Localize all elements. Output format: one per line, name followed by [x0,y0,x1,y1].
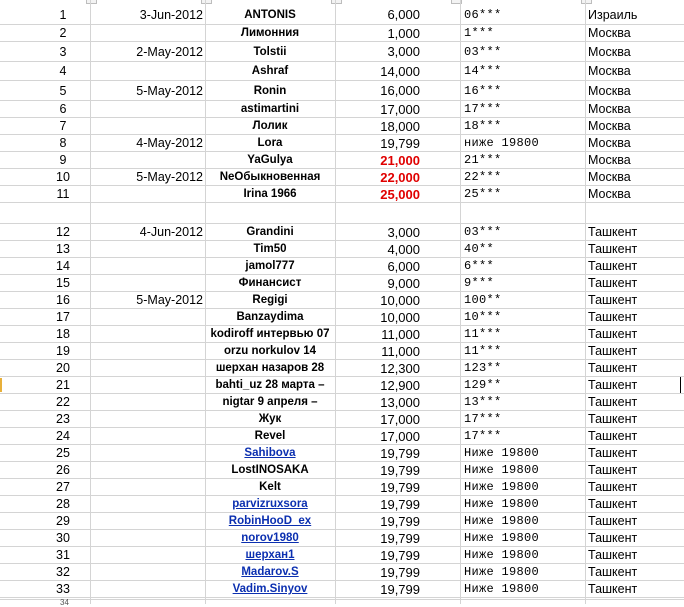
date-cell[interactable]: 3-Jun-2012 [139,7,203,22]
row-number[interactable]: 26 [56,463,70,477]
note-cell[interactable]: ниже 19800 [464,136,540,150]
city-cell[interactable]: Ташкент [588,242,638,256]
table-row[interactable] [0,42,684,62]
table-row[interactable] [0,292,684,309]
name-cell[interactable]: Madarov.S [241,566,299,578]
note-cell[interactable]: 21*** [464,153,502,167]
city-cell[interactable]: Ташкент [588,276,638,290]
amount-cell[interactable]: 11,000 [381,343,420,359]
amount-cell[interactable]: 25,000 [380,186,420,202]
name-cell[interactable]: Irina 1966 [243,188,297,200]
date-cell[interactable] [90,394,205,410]
amount-cell[interactable]: 19,799 [380,462,420,478]
city-cell[interactable]: Ташкент [588,548,638,562]
name-cell[interactable]: Ashraf [251,65,289,77]
note-cell[interactable]: 129** [464,378,502,392]
amount-cell[interactable]: 17,000 [380,101,420,117]
note-cell[interactable]: 13*** [464,395,502,409]
row-number[interactable]: 6 [59,102,67,116]
row-number[interactable]: 19 [56,344,70,358]
date-cell[interactable] [90,513,205,529]
table-row[interactable] [0,343,684,360]
table-row[interactable] [0,241,684,258]
note-cell[interactable]: 9*** [464,276,495,290]
note-cell[interactable]: 06*** [464,7,502,22]
name-cell[interactable]: ANTONIS [244,8,296,21]
note-cell[interactable]: 6*** [464,259,495,273]
filter-button-icon[interactable] [331,0,342,4]
filter-button-icon[interactable] [201,0,212,4]
city-cell[interactable]: Ташкент [588,327,638,341]
note-cell[interactable]: 11*** [464,327,502,341]
amount-cell[interactable]: 19,799 [380,135,420,151]
note-cell[interactable]: 14*** [464,64,502,78]
amount-cell[interactable]: 6,000 [387,7,420,22]
note-cell[interactable]: 17*** [464,412,502,426]
note-cell[interactable]: 03*** [464,225,502,239]
row-number[interactable]: 14 [56,259,70,273]
row-number[interactable]: 1 [59,7,67,22]
name-cell[interactable]: Лолик [252,120,288,132]
date-cell[interactable] [90,564,205,580]
row-number[interactable]: 7 [59,119,67,133]
row-number[interactable]: 22 [56,395,70,409]
name-cell[interactable]: Жук [258,413,282,425]
city-cell[interactable]: Москва [588,153,631,167]
note-cell[interactable]: 16*** [464,83,502,98]
row-number[interactable]: 24 [56,429,70,443]
city-cell[interactable]: Ташкент [588,514,638,528]
city-cell[interactable]: Москва [588,119,631,133]
table-row[interactable] [0,309,684,326]
filter-button-icon[interactable] [86,0,97,4]
row-number: 34 [60,598,69,607]
table-row[interactable] [0,581,684,598]
date-cell[interactable] [90,152,205,168]
row-number[interactable]: 11 [56,187,70,201]
date-cell[interactable] [90,547,205,563]
date-cell[interactable] [90,275,205,291]
row-number[interactable]: 32 [56,565,70,579]
row-number[interactable]: 31 [56,548,70,562]
name-cell[interactable]: kodiroff интервью 07 [210,328,330,340]
row-number[interactable]: 21 [56,378,70,392]
date-cell[interactable] [90,479,205,495]
name-cell[interactable]: шерхан назаров 28 [215,362,325,374]
date-cell[interactable] [90,25,205,41]
date-cell[interactable]: 5-May-2012 [136,83,203,98]
column-header-edge [0,0,684,4]
table-row[interactable] [0,411,684,428]
city-cell[interactable]: Москва [588,136,631,150]
note-cell[interactable]: 11*** [464,344,502,358]
row-number[interactable]: 16 [56,293,70,307]
table-row[interactable] [0,101,684,118]
note-cell[interactable]: 25*** [464,187,502,201]
amount-cell[interactable]: 17,000 [380,428,420,444]
table-row[interactable] [0,25,684,42]
row-number[interactable]: 9 [59,153,67,167]
city-cell[interactable]: Ташкент [588,412,638,426]
city-cell[interactable]: Москва [588,26,631,40]
date-cell[interactable] [90,241,205,257]
city-cell[interactable]: Москва [588,44,631,59]
amount-cell[interactable]: 19,799 [380,581,420,597]
name-cell[interactable]: Tim50 [253,243,287,255]
table-row[interactable] [0,513,684,530]
row-number[interactable]: 5 [59,83,67,98]
table-row[interactable] [0,81,684,101]
city-cell[interactable]: Ташкент [588,259,638,273]
text-cursor [680,377,681,393]
row-number[interactable]: 2 [59,26,67,40]
row-number[interactable]: 33 [56,582,70,596]
name-cell[interactable]: Kelt [259,481,281,493]
city-cell[interactable]: Ташкент [588,463,638,477]
table-row[interactable] [0,275,684,292]
date-cell[interactable] [90,360,205,376]
table-row[interactable] [0,118,684,135]
name-cell[interactable]: шерхан1 [245,549,295,561]
table-row[interactable] [0,152,684,169]
amount-cell[interactable]: 3,000 [387,224,420,240]
date-cell[interactable]: 5-May-2012 [136,170,203,184]
row-number[interactable]: 18 [56,327,70,341]
name-cell[interactable]: NeОбыкновенная [219,171,321,183]
city-cell[interactable]: Ташкент [588,395,638,409]
city-cell[interactable]: Ташкент [588,429,638,443]
date-cell[interactable] [90,343,205,359]
amount-cell[interactable]: 12,300 [380,360,420,376]
city-cell[interactable]: Ташкент [588,378,638,392]
city-cell[interactable]: Ташкент [588,565,638,579]
note-cell[interactable]: 03*** [464,44,502,59]
table-row[interactable] [0,428,684,445]
table-row[interactable] [0,377,684,394]
city-cell[interactable]: Москва [588,64,631,78]
note-cell[interactable]: Ниже 19800 [464,531,540,545]
name-cell[interactable]: norov1980 [241,532,299,544]
city-cell[interactable]: Ташкент [588,446,638,460]
date-cell[interactable] [90,428,205,444]
city-cell[interactable]: Ташкент [588,531,638,545]
amount-cell[interactable]: 3,000 [387,44,420,59]
note-cell[interactable]: 22*** [464,170,502,184]
date-cell[interactable]: 4-May-2012 [136,136,203,150]
amount-cell[interactable]: 19,799 [380,547,420,563]
table-row[interactable] [0,564,684,581]
amount-cell[interactable]: 9,000 [387,275,420,291]
note-cell[interactable]: 17*** [464,429,502,443]
row-number[interactable]: 3 [59,44,67,59]
city-cell[interactable]: Ташкент [588,344,638,358]
date-cell[interactable] [90,377,205,393]
name-cell[interactable]: Лимонния [240,27,300,39]
amount-cell[interactable]: 18,000 [380,118,420,134]
date-cell[interactable] [90,326,205,342]
date-cell[interactable] [90,309,205,325]
name-cell[interactable]: bahti_uz 28 марта – [215,379,325,391]
note-cell[interactable]: 40** [464,242,495,256]
amount-cell[interactable]: 16,000 [380,83,420,98]
date-cell[interactable] [90,581,205,597]
note-cell[interactable]: Ниже 19800 [464,497,540,511]
amount-cell[interactable]: 19,799 [380,564,420,580]
table-row[interactable] [0,394,684,411]
table-row[interactable] [0,530,684,547]
date-cell[interactable] [90,445,205,461]
table-row[interactable] [0,479,684,496]
name-cell[interactable]: Banzaydima [236,311,304,323]
name-cell[interactable]: nigtar 9 апреля – [222,396,318,408]
row-number[interactable]: 10 [56,170,70,184]
amount-cell[interactable]: 12,900 [380,377,420,393]
city-cell[interactable]: Москва [588,170,631,184]
name-cell[interactable]: Lora [257,137,283,149]
amount-cell[interactable]: 21,000 [380,152,420,168]
amount-cell[interactable]: 19,799 [380,513,420,529]
amount-cell[interactable]: 11,000 [381,326,420,342]
city-cell[interactable]: Израиль [588,7,638,22]
note-cell[interactable]: Ниже 19800 [464,446,540,460]
city-cell[interactable]: Москва [588,83,631,98]
table-row[interactable] [0,186,684,203]
note-cell[interactable]: Ниже 19800 [464,463,540,477]
date-cell[interactable] [90,496,205,512]
city-cell[interactable]: Ташкент [588,480,638,494]
amount-cell[interactable]: 6,000 [387,258,420,274]
table-row[interactable] [0,169,684,186]
table-row[interactable] [0,599,684,605]
row-selection-marker [0,378,2,392]
date-cell[interactable] [90,530,205,546]
date-cell[interactable] [90,62,205,80]
amount-cell[interactable]: 22,000 [380,169,420,185]
amount-cell[interactable]: 10,000 [380,292,420,308]
note-cell[interactable]: Ниже 19800 [464,514,540,528]
table-row[interactable] [0,547,684,564]
amount-cell[interactable]: 19,799 [380,496,420,512]
row-number[interactable]: 28 [56,497,70,511]
name-cell[interactable]: Regigi [252,294,288,306]
row-number[interactable]: 15 [56,276,70,290]
row-number[interactable]: 8 [59,136,67,150]
amount-cell[interactable]: 10,000 [380,309,420,325]
date-cell[interactable]: 4-Jun-2012 [139,225,203,239]
name-cell[interactable]: LostINOSAKA [231,464,309,476]
row-number[interactable]: 20 [56,361,70,375]
note-cell[interactable]: Ниже 19800 [464,565,540,579]
row-number[interactable]: 29 [56,514,70,528]
row-number[interactable]: 23 [56,412,70,426]
table-row[interactable] [0,360,684,377]
date-cell[interactable] [90,462,205,478]
row-number[interactable]: 30 [56,531,70,545]
city-cell[interactable]: Ташкент [588,293,638,307]
table-row[interactable] [0,462,684,479]
name-cell[interactable]: orzu norkulov 14 [223,345,317,357]
table-row[interactable] [0,445,684,462]
table-row[interactable] [0,5,684,25]
table-row[interactable] [0,326,684,343]
note-cell[interactable]: 1*** [464,26,495,40]
date-cell[interactable] [90,411,205,427]
amount-cell[interactable]: 13,000 [380,394,420,410]
table-row[interactable] [0,224,684,241]
row-number[interactable]: 13 [56,242,70,256]
name-cell[interactable]: YaGulya [247,154,293,166]
amount-cell[interactable]: 19,799 [380,530,420,546]
date-cell[interactable] [90,186,205,202]
date-cell[interactable] [90,118,205,134]
city-cell[interactable]: Ташкент [588,497,638,511]
name-cell[interactable]: jamol777 [245,260,295,272]
date-cell[interactable] [90,101,205,117]
row-number[interactable]: 25 [56,446,70,460]
table-row[interactable] [0,496,684,513]
note-cell[interactable]: Ниже 19800 [464,582,540,596]
name-cell[interactable]: RobinHooD_ex [228,515,312,527]
name-cell[interactable]: astimartini [240,103,300,115]
amount-cell[interactable]: 19,799 [380,445,420,461]
date-cell[interactable]: 5-May-2012 [136,293,203,307]
note-cell[interactable]: 17*** [464,102,502,116]
date-cell[interactable]: 2-May-2012 [136,44,203,59]
name-cell[interactable]: Sahibova [244,447,296,459]
note-cell[interactable]: 18*** [464,119,502,133]
note-cell[interactable]: 123** [464,361,502,375]
name-cell[interactable]: Ronin [253,84,287,97]
table-row[interactable] [0,135,684,152]
row-number[interactable]: 12 [56,225,70,239]
note-cell[interactable]: 100** [464,293,502,307]
name-cell[interactable]: Vadim.Sinyov [232,583,308,595]
note-cell[interactable]: Ниже 19800 [464,548,540,562]
city-cell[interactable]: Ташкент [588,310,638,324]
date-cell[interactable] [90,258,205,274]
amount-cell[interactable]: 19,799 [380,479,420,495]
city-cell[interactable]: Москва [588,187,631,201]
row-number[interactable]: 17 [56,310,70,324]
table-row[interactable] [0,62,684,81]
row-number[interactable]: 4 [59,64,67,78]
filter-button-icon[interactable] [581,0,592,4]
city-cell[interactable]: Ташкент [588,361,638,375]
name-cell[interactable]: Tolstii [253,45,287,58]
table-row[interactable] [0,258,684,275]
city-cell[interactable]: Москва [588,102,631,116]
name-cell[interactable]: parvizruxsora [232,498,308,510]
name-cell[interactable]: Revel [254,430,286,442]
row-number[interactable]: 27 [56,480,70,494]
city-cell[interactable]: Ташкент [588,582,638,596]
amount-cell[interactable]: 4,000 [387,241,420,257]
city-cell[interactable]: Ташкент [588,225,638,239]
blank-row[interactable] [0,203,684,224]
note-cell[interactable]: 10*** [464,310,502,324]
name-cell[interactable]: Grandini [246,226,294,238]
amount-cell[interactable]: 14,000 [380,63,420,79]
amount-cell[interactable]: 1,000 [387,25,420,41]
amount-cell[interactable]: 17,000 [380,411,420,427]
note-cell[interactable]: Ниже 19800 [464,480,540,494]
name-cell[interactable]: Финансист [238,277,302,289]
